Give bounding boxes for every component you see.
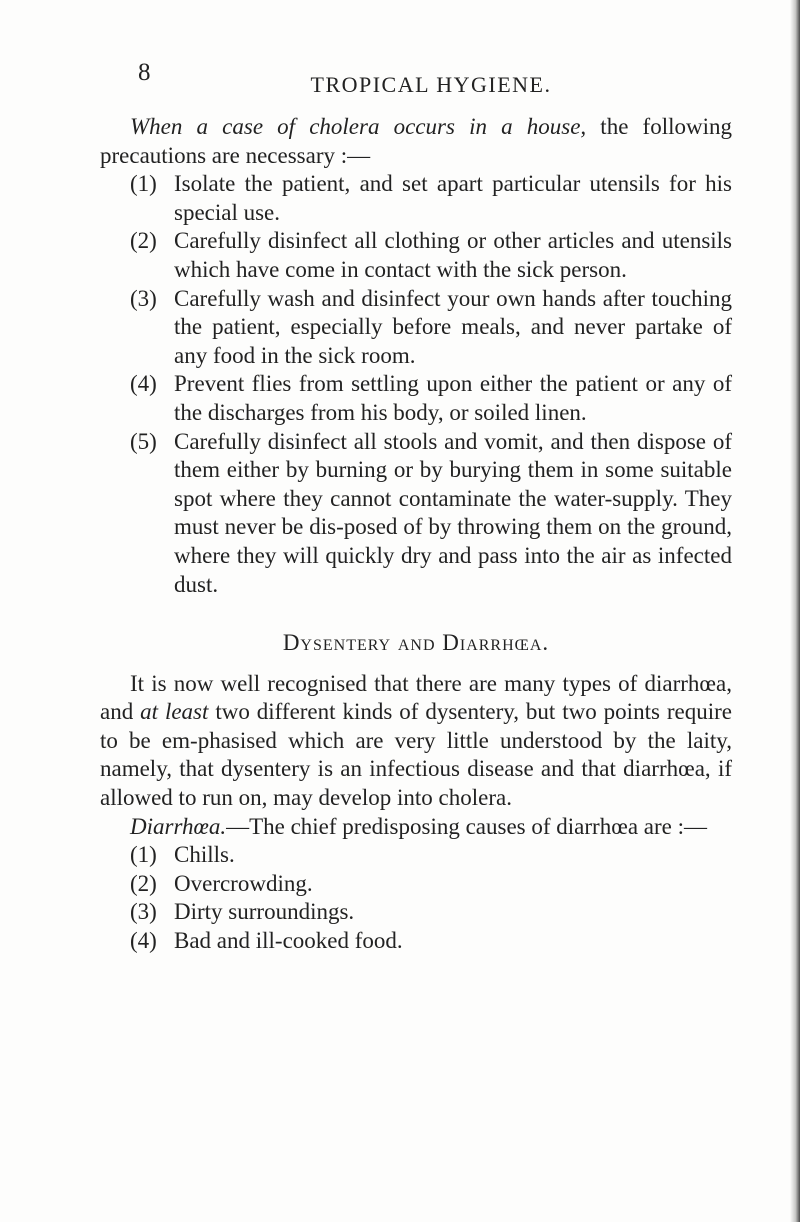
para-italic: at least: [140, 699, 209, 725]
precautions-list: [100, 170, 732, 599]
list-item: [100, 227, 732, 284]
item-number: (3): [130, 285, 157, 311]
intro-italic: When a case of cholera occurs in a house,: [130, 114, 587, 139]
page-body: [100, 113, 732, 956]
item-number: (4): [130, 928, 157, 954]
section-heading: Dysentery and Diarrhœa.: [282, 630, 550, 656]
item-number: (4): [130, 371, 157, 397]
item-text: Dirty surroundings.: [174, 899, 355, 925]
section-paragraph: [100, 670, 732, 813]
item-number: (1): [130, 842, 157, 868]
causes-list: [100, 841, 732, 955]
intro-rest: the following precautions are necessary :—: [100, 114, 732, 168]
item-text: Overcrowding.: [174, 870, 313, 896]
item-number: (2): [130, 870, 157, 896]
item-text: Isolate the patient, and set apart particular utensils for his special use.: [174, 171, 732, 225]
page-number: 8: [138, 59, 151, 86]
item-text: Carefully disinfect all clothing or other articles and utensils which have come in contact with the sick person.: [174, 228, 732, 282]
running-title: TROPICAL HYGIENE.: [310, 72, 552, 97]
list-item: [100, 170, 732, 227]
list-item: [100, 898, 732, 927]
item-text: Prevent flies from settling upon either the patient or any of the discharges from his body, or soiled linen.: [174, 371, 732, 425]
item-number: (5): [130, 428, 157, 454]
list-item: [100, 927, 732, 956]
para-end: two different kinds of dysentery, but two points require to be em-phasised which are very little understood by the laity, namely, that dysentery is an infectious disease and that diarrhœa, if allowed to run on, may develop into cholera.: [100, 699, 732, 811]
item-number: (1): [130, 171, 157, 197]
list-item: [100, 285, 732, 371]
para-start: It is now well recognised that there are many types of diarrhœa, and: [100, 670, 732, 725]
list-item: [100, 870, 732, 899]
list-item: [100, 841, 732, 870]
intro-paragraph: [100, 113, 732, 170]
item-number: (3): [130, 899, 157, 925]
list-item: [100, 428, 732, 600]
causes-intro: [100, 813, 732, 842]
item-number: (2): [130, 228, 157, 254]
causes-italic: Diarrhœa.: [130, 813, 227, 839]
item-text: Carefully disinfect all stools and vomit, and then dispose of them either by burning or by burying them in some suitable spot where they cannot contaminate the water-supply. They must never be dis-posed of by throwing them on the ground, where they will quickly dry and pass into the air as infected dust.: [174, 428, 732, 597]
item-text: Carefully wash and disinfect your own hands after touching the patient, especially before meals, and never partake of any food in the sick room.: [174, 285, 732, 368]
list-item: [100, 370, 732, 427]
page-edge-shadow: [790, 0, 800, 1222]
causes-rest: —The chief predisposing causes of diarrhœa are :—: [226, 813, 707, 839]
item-text: Bad and ill-cooked food.: [174, 928, 403, 954]
item-text: Chills.: [174, 842, 235, 868]
